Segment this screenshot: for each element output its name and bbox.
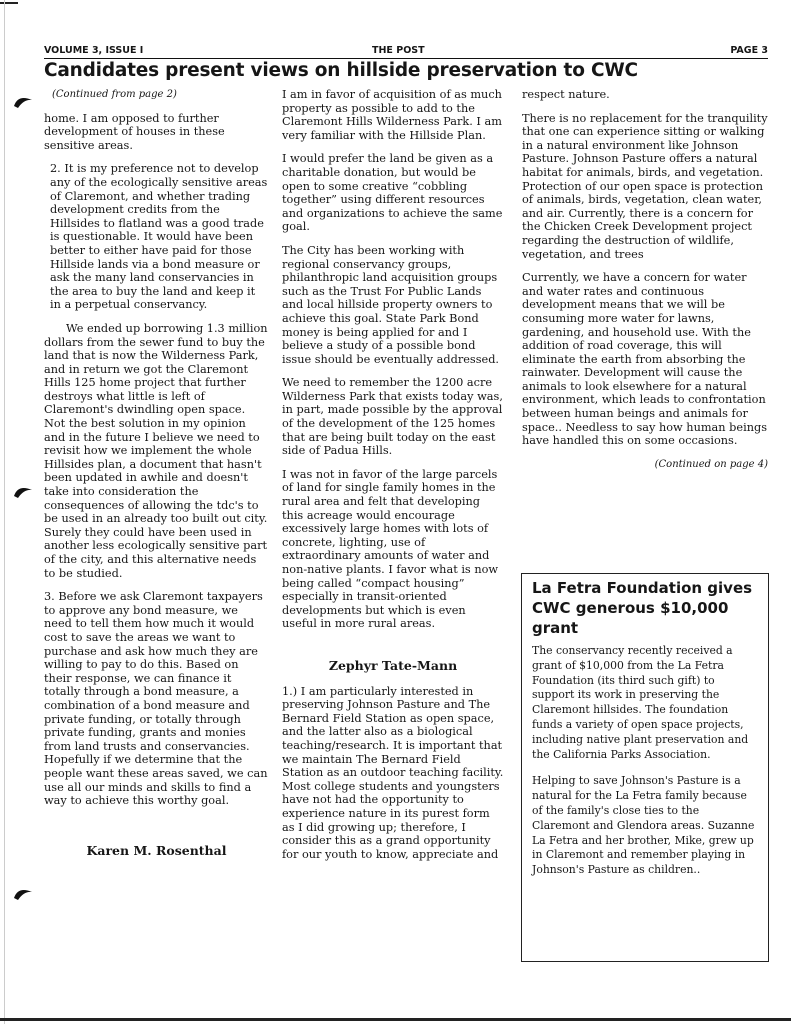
volume-label: VOLUME 3, ISSUE I — [44, 45, 144, 56]
paragraph: The City has been working with regional conservancy groups, philanthropic land acquisition groups such as the Trust For Public Lands and local hillside property owners to achieve this goal. State Park Bond money is being applied for and I believe a study of a possible bond issue should be eventually addressed. — [282, 243, 500, 366]
sidebar-grant-box — [521, 573, 769, 962]
paragraph: We ended up borrowing 1.3 million dollars from the sewer fund to buy the land that is now the Wilderness Park, and in return we got the Claremont Hills 125 home project that further destroys what little is left of Claremont's dwindling open space. Not the best solution in my opinion and in the future I believe we need to revisit how we implement the whole Hillsides plan, a document that hasn't been updated in awhile and doesn't take into consideration the consequences of allowing the tdc's to be used in an already too built out city. Surely they could have been used in another less ecologically sensitive part of the city, and this alternative needs to be studied. — [44, 321, 268, 580]
paragraph: respect nature. — [522, 88, 610, 101]
article-column-1 — [44, 88, 269, 867]
article-column-2 — [282, 88, 504, 871]
scan-bottom-edge — [0, 1018, 791, 1021]
continued-on-note: (Continued on page 4) — [654, 458, 768, 470]
sidebar-paragraph: The conservancy recently received a grant of $10,000 from the La Fetra Foundation (its third such gift) to support its work in preserving the Claremont hillsides. The foundation funds a variety of open space projects, including native plant preservation and the California Parks Association. — [532, 644, 749, 761]
header-rule — [44, 58, 768, 59]
publication-name: THE POST — [372, 45, 425, 56]
paragraph: 2. It is my preference not to develop any of the ecologically sensitive areas of Claremont, and whether trading development credits from the Hillsides to flatland was a good trade is questionable. It would have been better to either have paid for those Hillside lands via a bond measure or ask the many land conservancies in the area to buy the land and keep it in a perpetual conservancy. — [50, 162, 268, 312]
candidate-byline: Karen M. Rosenthal — [86, 842, 227, 858]
paragraph: We need to remember the 1200 acre Wilderness Park that exists today was, in part, made possible by the approval of the development of the 125 homes that are being built today on the east side of Padua Hills. — [282, 376, 503, 458]
page-number: PAGE 3 — [730, 45, 768, 56]
binder-hole-mark-icon — [12, 882, 34, 904]
paragraph: 3. Before we ask Claremont taxpayers to approve any bond measure, we need to tell them how much it would cost to save the areas we want to purchase and ask how much they are willing to pay to do this. Based on their response, we can finance it totally through a bond measure, a combination of a bond measure and private funding, or totally through private funding, grants and monies from land trusts and conservancies. Hopefully if we determine that the people want these areas saved, we can use all our minds and skills to find a way to achieve this worthy goal. — [44, 590, 268, 808]
paragraph: I would prefer the land be given as a charitable donation, but would be open to some creative “cobbling together” using different resources and organizations to achieve the same goal. — [282, 152, 503, 234]
candidate-byline: Zephyr Tate-Mann — [328, 657, 458, 673]
scan-corner-mark — [0, 2, 18, 4]
sidebar-title: La Fetra Foundation gives CWC generous $10,000 grant — [532, 579, 753, 637]
article-headline: Candidates present views on hillside preservation to CWC — [44, 60, 638, 81]
paragraph: 1.) I am particularly interested in preserving Johnson Pasture and The Bernard Field Station as open space, and the latter also as a biological teaching/research. It is important that we maintain The Bernard Field Station as an outdoor teaching facility. Most college students and youngsters have not had the opportunity to experience nature in its purest form as I did growing up; therefore, I consider this as a grand opportunity for our youth to know, appreciate and — [282, 684, 504, 861]
paragraph: Currently, we have a concern for water and water rates and continuous development means that we will be consuming more water for lawns, gardening, and household use. With the addition of road coverage, this will eliminate the earth from absorbing the rainwater. Development will cause the animals to look elsewhere for a natural environment, which leads to confrontation between human beings and animals for space.. Needless to say how human beings have handled this on some occasions. — [522, 271, 767, 448]
page-header — [44, 45, 768, 59]
binder-hole-mark-icon — [12, 480, 34, 502]
scan-edge-line — [4, 0, 5, 1024]
paragraph: There is no replacement for the tranquility that one can experience sitting or walking in a natural environment like Johnson Pasture. Johnson Pasture offers a natural habitat for animals, birds, and vegetation. Protection of our open space is protection of animals, birds, vegetation, clean water, and air. Currently, there is a concern for the Chicken Creek Development project regarding the destruction of wildlife, vegetation, and trees — [522, 111, 768, 261]
paragraph: I am in favor of acquisition of as much property as possible to add to the Claremont Hills Wilderness Park. I am very familiar with the Hillside Plan. — [282, 88, 502, 142]
article-column-3 — [522, 88, 768, 481]
paragraph: I was not in favor of the large parcels of land for single family homes in the rural area and felt that developing this acreage would encourage excessively large homes with lots of concrete, lighting, use of extraordinary amounts of water and non-native plants. I favor what is now being called “compact housing” especially in transit-oriented developments but which is even useful in more rural areas. — [282, 467, 499, 631]
paragraph: home. I am opposed to further development of houses in these sensitive areas. — [44, 111, 225, 152]
continued-from-note: (Continued from page 2) — [52, 89, 177, 100]
binder-hole-mark-icon — [12, 90, 34, 112]
sidebar-paragraph: Helping to save Johnson's Pasture is a natural for the La Fetra family because of the family's close ties to the Claremont and Glendora areas. Suzanne La Fetra and her brother, Mike, grew up in Claremont and remember playing in Johnson's Pasture as children.. — [532, 774, 755, 877]
